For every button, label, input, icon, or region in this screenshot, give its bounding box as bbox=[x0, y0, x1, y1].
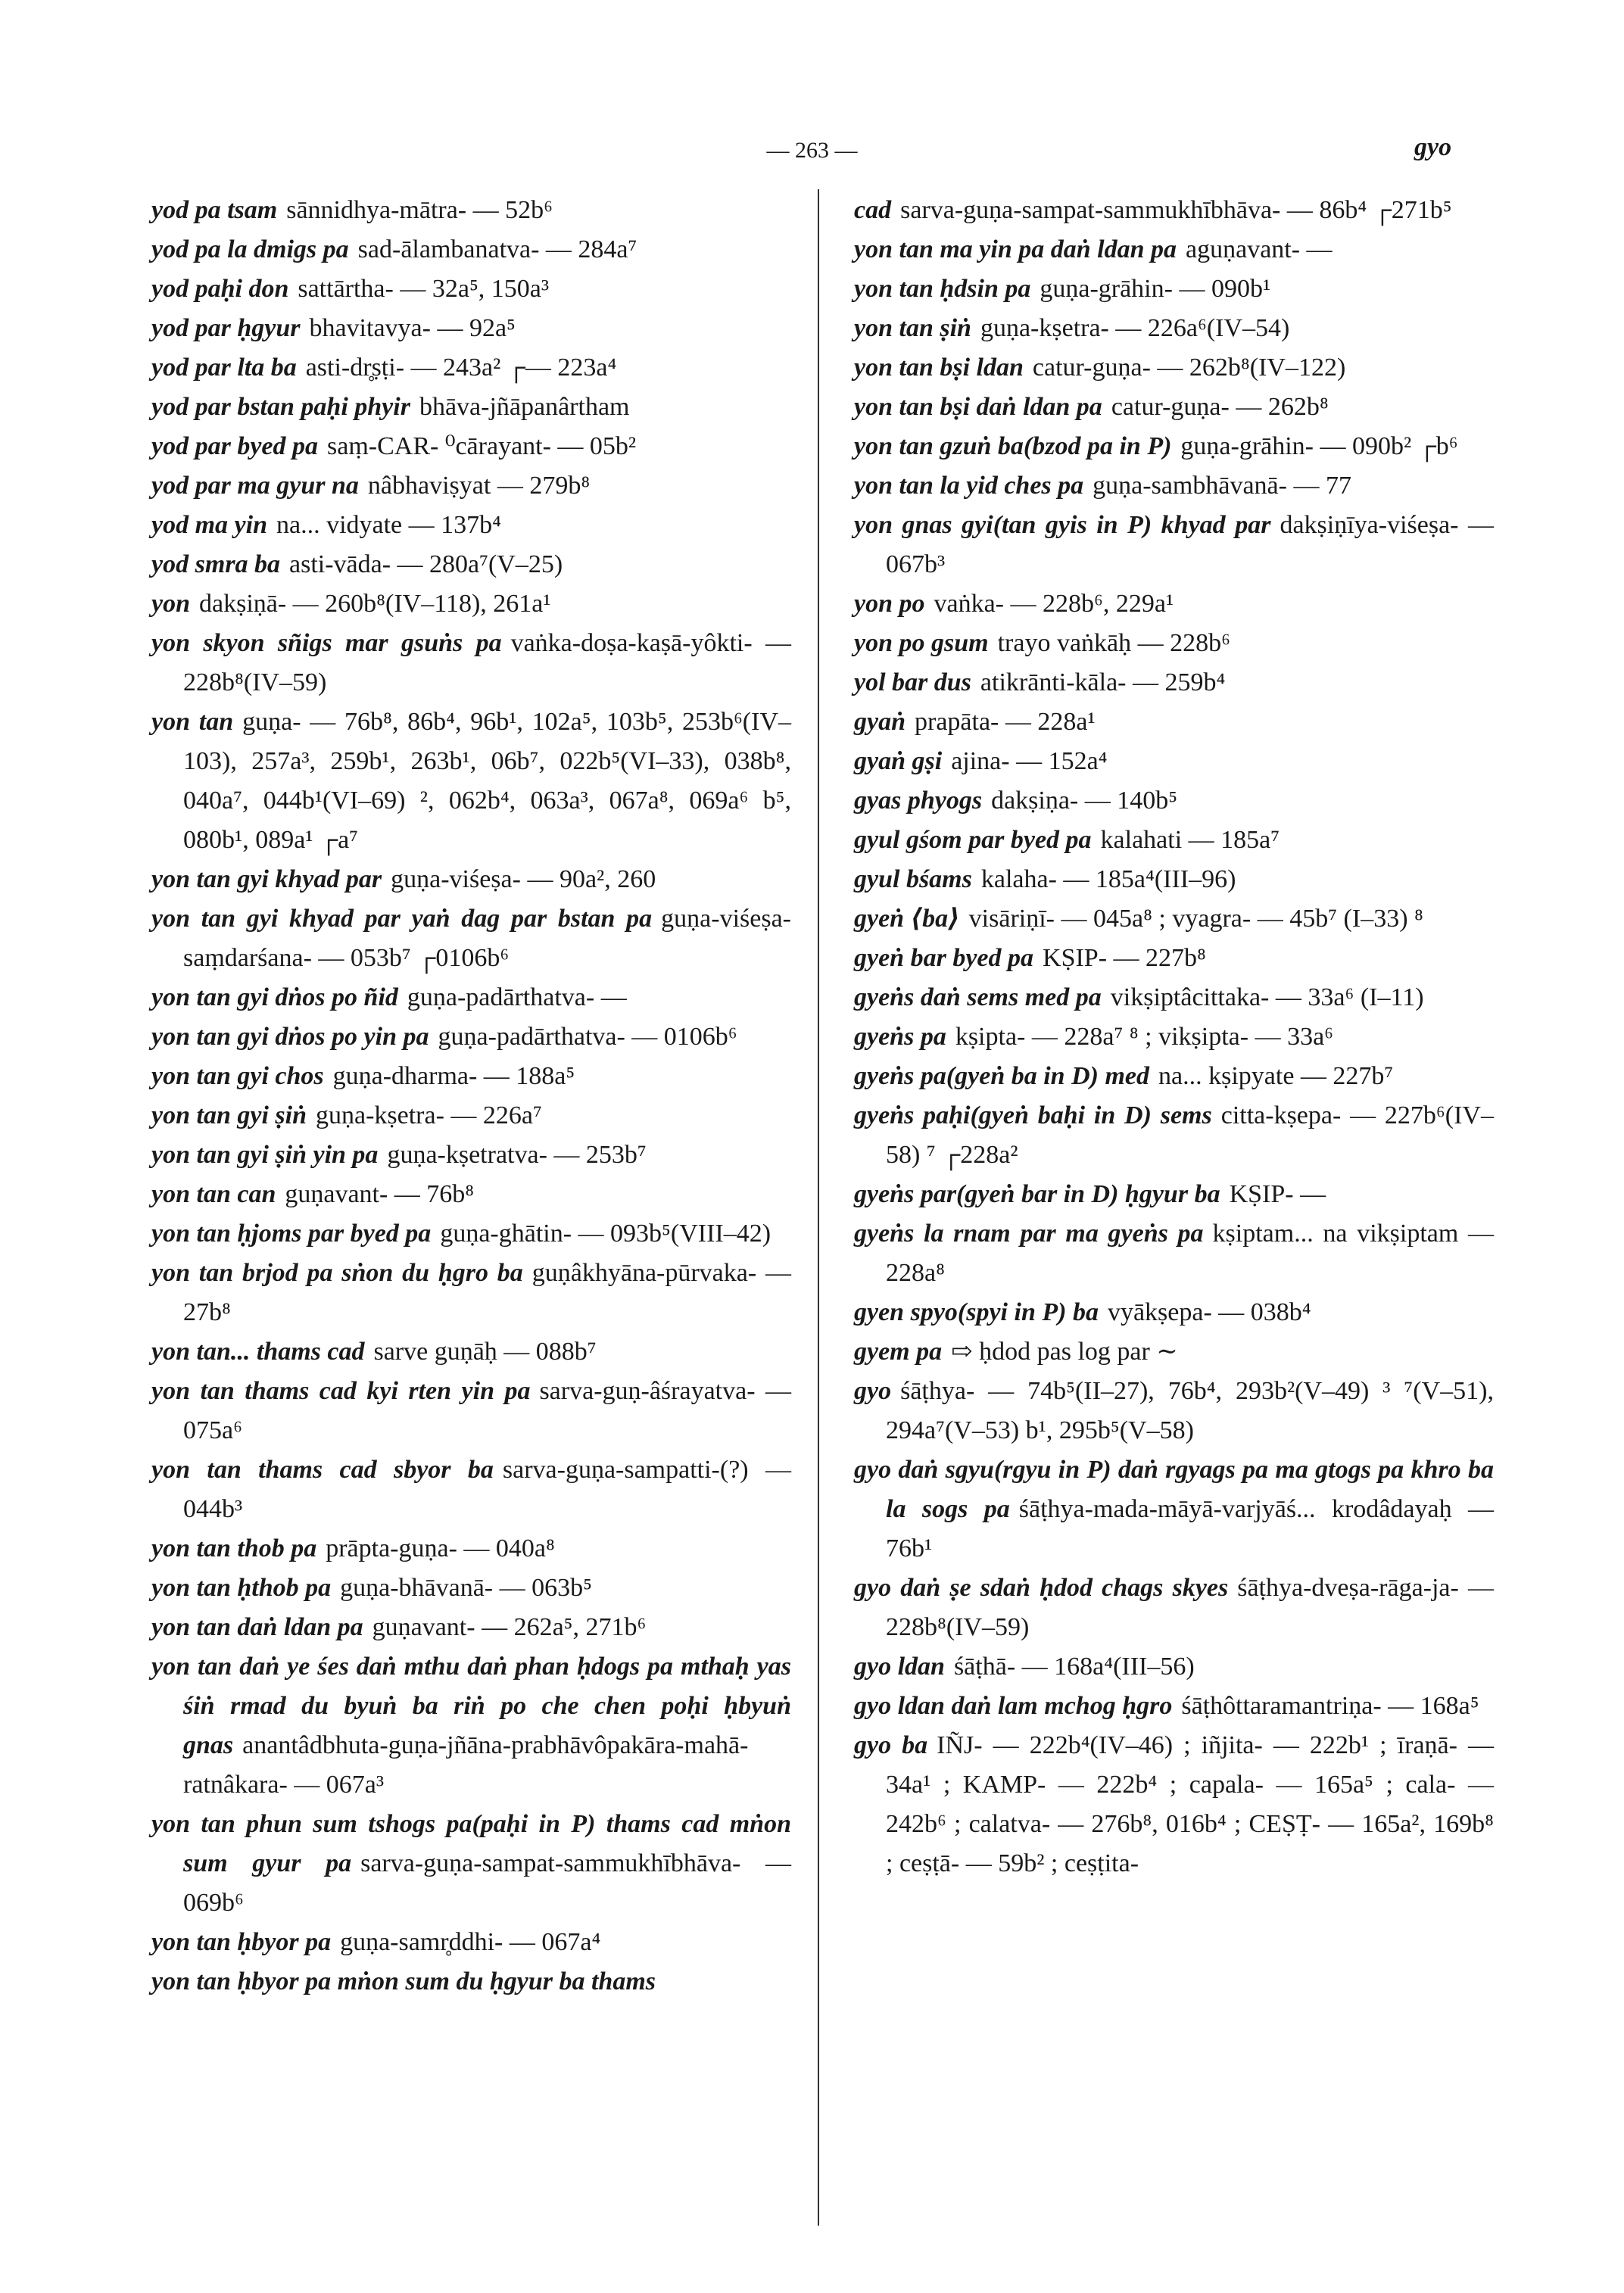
dictionary-entry bbox=[854, 1293, 1494, 1332]
dictionary-entry bbox=[151, 1372, 791, 1450]
entry-definition: guṇa-sambhāvanā- — 77 bbox=[1093, 472, 1351, 500]
entry-headword: yon tan can bbox=[151, 1180, 276, 1208]
entry-definition: sarve guṇāḥ — 088b⁷ bbox=[373, 1338, 597, 1366]
entry-headword: yon tan daṅ ye śes daṅ mthu daṅ phan ḥdogs pa mthaḥ yas śiṅ rmad du byuṅ ba riṅ po che chen poḥi ḥbyuṅ gnas bbox=[151, 1653, 791, 1759]
entry-headword: yon tan ḥbyor pa bbox=[151, 1928, 332, 1956]
entry-definition: dakṣiṇa- — 140b⁵ bbox=[991, 787, 1178, 815]
entry-headword: yon tan ḥbyor pa mṅon sum du ḥgyur ba thams bbox=[151, 1967, 656, 1995]
dictionary-entry bbox=[151, 1608, 791, 1647]
entry-definition: na... vidyate — 137b⁴ bbox=[276, 511, 502, 539]
dictionary-entry bbox=[151, 309, 791, 348]
entry-headword: gyo daṅ ṣe sdaṅ ḥdod chags skyes bbox=[854, 1574, 1229, 1602]
entry-headword: yod smra ba bbox=[151, 550, 280, 578]
dictionary-entry bbox=[854, 1017, 1494, 1057]
entry-definition: śāṭhā- — 168a⁴(III–56) bbox=[953, 1653, 1195, 1681]
entry-definition: atikrānti-kāla- — 259b⁴ bbox=[980, 668, 1226, 696]
entry-headword: yon tan daṅ ldan pa bbox=[151, 1613, 363, 1641]
entry-headword: gyeṅs pa bbox=[854, 1023, 946, 1051]
entry-definition: guṇa-kṣetra- — 226a⁶(IV–54) bbox=[980, 314, 1290, 342]
entry-definition: prāpta-guṇa- — 040a⁸ bbox=[326, 1534, 555, 1562]
entry-definition: guṇa-padārthatva- — bbox=[407, 983, 627, 1011]
dictionary-entry bbox=[854, 624, 1494, 663]
entry-definition: śāṭhôttaramantriṇa- — 168a⁵ bbox=[1181, 1692, 1479, 1720]
entry-headword: gyo ldan bbox=[854, 1653, 945, 1681]
entry-headword: yon tan phun sum tshogs pa(paḥi in P) thams cad mṅon sum gyur pa bbox=[151, 1810, 791, 1877]
dictionary-entry bbox=[854, 1332, 1494, 1372]
dictionary-entry bbox=[854, 663, 1494, 703]
entry-headword: yod par byed pa bbox=[151, 432, 319, 460]
entry-headword: yod par ḥgyur bbox=[151, 314, 301, 342]
entry-headword: yon tan gyi ṣiṅ yin pa bbox=[151, 1141, 379, 1169]
entry-headword: yon tan gyi ṣiṅ bbox=[151, 1101, 307, 1129]
entry-definition: guṇavant- — 262a⁵, 271b⁶ bbox=[372, 1613, 647, 1641]
entry-headword: gyeṅ bar byed pa bbox=[854, 944, 1034, 972]
entry-headword: gyeṅs daṅ sems med pa bbox=[854, 983, 1102, 1011]
entry-definition: guṇa-grāhin- — 090b² ┌b⁶ bbox=[1180, 432, 1458, 460]
entry-definition: guṇâkhyāna-pūrvaka- — 27b⁸ bbox=[183, 1259, 791, 1326]
dictionary-entry bbox=[151, 506, 791, 545]
dictionary-entry bbox=[854, 1214, 1494, 1293]
entry-definition: sarva-guṇa-sampat-sammukhībhāva- — 069b⁶ bbox=[183, 1849, 791, 1917]
dictionary-entry bbox=[854, 1569, 1494, 1647]
dictionary-entry bbox=[854, 1450, 1494, 1569]
entry-definition: visāriṇī- — 045a⁸ ; vyagra- — 45b⁷ (I–33) ⁸ bbox=[968, 905, 1423, 933]
entry-headword: gyul bśams bbox=[854, 865, 972, 893]
entry-headword: yon tan ma yin pa daṅ ldan pa bbox=[854, 235, 1177, 263]
dictionary-entry bbox=[151, 545, 791, 584]
entry-headword: yon tan ḥjoms par byed pa bbox=[151, 1220, 432, 1248]
entry-definition: nâbhaviṣyat — 279b⁸ bbox=[367, 472, 591, 500]
dictionary-entry bbox=[854, 860, 1494, 899]
entry-headword: gyo bbox=[854, 1377, 892, 1405]
dictionary-entry bbox=[854, 1175, 1494, 1214]
dictionary-entry bbox=[854, 348, 1494, 388]
dictionary-entry bbox=[151, 466, 791, 506]
entry-headword: gyo ba bbox=[854, 1731, 928, 1759]
entry-definition: KṢIP- — bbox=[1229, 1180, 1326, 1208]
dictionary-entry bbox=[854, 191, 1494, 230]
dictionary-entry bbox=[151, 978, 791, 1017]
entry-headword: gyaṅ bbox=[854, 708, 906, 736]
entry-headword: yon tan thob pa bbox=[151, 1534, 317, 1562]
dictionary-entry bbox=[151, 230, 791, 269]
entry-definition: sattārtha- — 32a⁵, 150a³ bbox=[298, 275, 550, 303]
entry-headword: gyeṅs paḥi(gyeṅ baḥi in D) sems bbox=[854, 1101, 1212, 1129]
entry-headword: yon tan ḥthob pa bbox=[151, 1574, 332, 1602]
entry-definition: bhavitavya- — 92a⁵ bbox=[309, 314, 516, 342]
entry-headword: yon tan... thams cad bbox=[151, 1338, 365, 1366]
entry-headword: yon tan gzuṅ ba(bzod pa in P) bbox=[854, 432, 1172, 460]
entry-headword: gyeṅs pa(gyeṅ ba in D) med bbox=[854, 1062, 1150, 1090]
dictionary-entry bbox=[854, 466, 1494, 506]
dictionary-entry bbox=[151, 1923, 791, 1962]
entry-definition: guṇa-samr̥ddhi- — 067a⁴ bbox=[340, 1928, 601, 1956]
dictionary-entry bbox=[854, 899, 1494, 939]
entry-headword: yon tan gyi dṅos po ñid bbox=[151, 983, 398, 1011]
dictionary-entry bbox=[151, 1805, 791, 1923]
dictionary-entry bbox=[854, 388, 1494, 427]
entry-headword: yod par bstan paḥi phyir bbox=[151, 393, 410, 421]
entry-headword: gyeṅs la rnam par ma gyeṅs pa bbox=[854, 1220, 1204, 1248]
dictionary-entry bbox=[151, 1214, 791, 1254]
entry-headword: cad bbox=[854, 196, 892, 224]
dictionary-entry bbox=[854, 1647, 1494, 1687]
entry-definition: vaṅka- — 228b⁶, 229a¹ bbox=[934, 590, 1174, 618]
dictionary-entry bbox=[151, 584, 791, 624]
entry-headword: yon tan la yid ches pa bbox=[854, 472, 1084, 500]
entry-headword: yod pa tsam bbox=[151, 196, 278, 224]
entry-headword: gyul gśom par byed pa bbox=[854, 826, 1092, 854]
entry-definition: guṇa-bhāvanā- — 063b⁵ bbox=[340, 1574, 592, 1602]
entry-definition: vikṣiptâcittaka- — 33a⁶ (I–11) bbox=[1110, 983, 1424, 1011]
dictionary-entry bbox=[151, 388, 791, 427]
entry-definition: guṇa-dharma- — 188a⁵ bbox=[332, 1062, 575, 1090]
dictionary-entry bbox=[854, 584, 1494, 624]
entry-definition: catur-guṇa- — 262b⁸(IV–122) bbox=[1032, 354, 1346, 382]
entry-headword: yon tan ḥdsin pa bbox=[854, 275, 1031, 303]
dictionary-entry bbox=[151, 269, 791, 309]
entry-definition: vaṅka-doṣa-kaṣā-yôkti- — 228b⁸(IV–59) bbox=[183, 629, 791, 696]
entry-definition: ajina- — 152a⁴ bbox=[951, 747, 1108, 775]
dictionary-entry bbox=[854, 703, 1494, 742]
entry-headword: yon tan gyi dṅos po yin pa bbox=[151, 1023, 429, 1051]
entry-headword: yon skyon sñigs mar gsuṅs pa bbox=[151, 629, 502, 657]
dictionary-entry bbox=[854, 1372, 1494, 1450]
entry-definition: kṣipta- — 228a⁷ ⁸ ; vikṣipta- — 33a⁶ bbox=[955, 1023, 1334, 1051]
dictionary-entry bbox=[151, 1017, 791, 1057]
entry-definition: trayo vaṅkāḥ — 228b⁶ bbox=[997, 629, 1230, 657]
dictionary-entry bbox=[151, 1136, 791, 1175]
entry-headword: yod ma yin bbox=[151, 511, 267, 539]
entry-headword: yon tan ṣiṅ bbox=[854, 314, 971, 342]
column-divider bbox=[818, 189, 819, 2226]
dictionary-entry bbox=[151, 1057, 791, 1096]
dictionary-entry bbox=[854, 1096, 1494, 1175]
entry-definition: śāṭhya- — 74b⁵(II–27), 76b⁴, 293b²(V–49) ³ ⁷(V–51), 294a⁷(V–53) b¹, 295b⁵(V–58) bbox=[886, 1377, 1494, 1444]
entry-definition: guṇa-viśeṣa-saṃdarśana- — 053b⁷ ┌0106b⁶ bbox=[183, 905, 791, 972]
entry-definition: guṇa-kṣetratva- — 253b⁷ bbox=[387, 1141, 647, 1169]
entry-definition: asti-dr̥ṣṭi- — 243a² ┌— 223a⁴ bbox=[305, 354, 617, 382]
entry-headword: yon tan gyi chos bbox=[151, 1062, 324, 1090]
entry-definition: guṇavant- — 76b⁸ bbox=[285, 1180, 475, 1208]
entry-definition: kalaha- — 185a⁴(III–96) bbox=[980, 865, 1236, 893]
entry-headword: gyo ldan daṅ lam mchog ḥgro bbox=[854, 1692, 1173, 1720]
entry-definition: sarva-guṇ-âśrayatva- — 075a⁶ bbox=[183, 1377, 791, 1444]
entry-definition: kalahati — 185a⁷ bbox=[1100, 826, 1280, 854]
right-column bbox=[854, 191, 1494, 1883]
dictionary-entry bbox=[854, 309, 1494, 348]
entry-definition: asti-vāda- — 280a⁷(V–25) bbox=[289, 550, 563, 578]
entry-headword: yon po gsum bbox=[854, 629, 989, 657]
entry-headword: yon tan brjod pa sṅon du ḥgro ba bbox=[151, 1259, 523, 1287]
entry-definition: KṢIP- — 227b⁸ bbox=[1043, 944, 1206, 972]
entry-definition: saṃ-CAR- ⁰cārayant- — 05b² bbox=[327, 432, 637, 460]
entry-definition: catur-guṇa- — 262b⁸ bbox=[1111, 393, 1329, 421]
entry-definition: dakṣiṇā- — 260b⁸(IV–118), 261a¹ bbox=[199, 590, 551, 618]
entry-headword: gyas phyogs bbox=[854, 787, 983, 815]
entry-definition: guṇa-grāhin- — 090b¹ bbox=[1040, 275, 1271, 303]
entry-headword: gyen spyo(spyi in P) ba bbox=[854, 1298, 1099, 1326]
entry-headword: yon tan bṣi ldan bbox=[854, 354, 1024, 382]
entry-definition: guṇa- — 76b⁸, 86b⁴, 96b¹, 102a⁵, 103b⁵, 253b⁶(IV–103), 257a³, 259b¹, 263b¹, 06b⁷, 022b⁵(VI–33), 038b⁸, 040a⁷, 044b¹(VI–69) ², 062b⁴, 063a³, 067a⁸, 069a⁶ b⁵, 080b¹, 089a¹ ┌a⁷ bbox=[183, 708, 791, 854]
page-number: — 263 — bbox=[766, 138, 858, 163]
dictionary-entry bbox=[151, 1332, 791, 1372]
dictionary-entry bbox=[151, 427, 791, 466]
entry-headword: gyaṅ gṣi bbox=[854, 747, 943, 775]
dictionary-entry bbox=[151, 1450, 791, 1529]
entry-headword: gyeṅs par(gyeṅ bar in D) ḥgyur ba bbox=[854, 1180, 1220, 1208]
dictionary-entry bbox=[854, 978, 1494, 1017]
entry-definition: sarva-guṇa-sampat-sammukhībhāva- — 86b⁴ ┌271b⁵ bbox=[900, 196, 1452, 224]
entry-headword: gyem pa bbox=[854, 1338, 943, 1366]
dictionary-entry bbox=[854, 742, 1494, 781]
dictionary-entry bbox=[854, 427, 1494, 466]
entry-definition: guṇa-padārthatva- — 0106b⁶ bbox=[438, 1023, 737, 1051]
dictionary-entry bbox=[854, 1726, 1494, 1883]
entry-definition: guṇa-viśeṣa- — 90a², 260 bbox=[391, 865, 656, 893]
dictionary-entry bbox=[151, 1254, 791, 1332]
dictionary-entry bbox=[151, 1096, 791, 1136]
entry-definition: śāṭhya-mada-māyā-varjyāś... krodâdayaḥ — 76b¹ bbox=[886, 1495, 1494, 1562]
entry-definition: citta-kṣepa- — 227b⁶(IV–58) ⁷ ┌228a² bbox=[886, 1101, 1494, 1169]
entry-headword: yod paḥi don bbox=[151, 275, 289, 303]
dictionary-entry bbox=[854, 1687, 1494, 1726]
entry-definition: vyākṣepa- — 038b⁴ bbox=[1107, 1298, 1311, 1326]
entry-headword: yon tan thams cad kyi rten yin pa bbox=[151, 1377, 531, 1405]
entry-headword: yon tan gyi khyad par bbox=[151, 865, 382, 893]
entry-definition: bhāva-jñāpanârtham bbox=[419, 393, 630, 421]
entry-definition: kṣiptam... na vikṣiptam — 228a⁸ bbox=[886, 1220, 1495, 1287]
dictionary-entry bbox=[854, 781, 1494, 821]
entry-definition: IÑJ- — 222b⁴(IV–46) ; iñjita- — 222b¹ ; īraṇā- — 34a¹ ; KAMP- — 222b⁴ ; capala- — 165a⁵ ; cala- — 242b⁶ ; calatva- — 276b⁸, 016b⁴ ; CEṢṬ- — 165a², 169b⁸ ; ceṣṭā- — 59b² ; ceṣṭita- bbox=[886, 1731, 1494, 1877]
dictionary-entry bbox=[151, 624, 791, 703]
entry-definition: ⇨ ḥdod pas log par ∼ bbox=[951, 1338, 1178, 1366]
dictionary-entry bbox=[854, 1057, 1494, 1096]
entry-headword: yon tan bṣi daṅ ldan pa bbox=[854, 393, 1102, 421]
entry-headword: yon gnas gyi(tan gyis in P) khyad par bbox=[854, 511, 1271, 539]
running-head: gyo bbox=[1414, 133, 1452, 161]
entry-definition: guṇa-kṣetra- — 226a⁷ bbox=[315, 1101, 542, 1129]
dictionary-entry bbox=[854, 939, 1494, 978]
dictionary-entry bbox=[151, 703, 791, 860]
dictionary-entry bbox=[151, 191, 791, 230]
dictionary-entry bbox=[854, 269, 1494, 309]
dictionary-entry bbox=[151, 348, 791, 388]
entry-headword: yon po bbox=[854, 590, 925, 618]
entry-headword: gyeṅ ⟨ba⟩ bbox=[854, 905, 960, 933]
dictionary-entry bbox=[151, 899, 791, 978]
dictionary-entry bbox=[854, 230, 1494, 269]
entry-definition: sarva-guṇa-sampatti-(?) — 044b³ bbox=[183, 1456, 791, 1523]
entry-headword: yon bbox=[151, 590, 190, 618]
entry-definition: anantâdbhuta-guṇa-jñāna-prabhāvôpakāra-mahā-ratnâkara- — 067a³ bbox=[183, 1731, 749, 1799]
entry-definition: prapāta- — 228a¹ bbox=[915, 708, 1096, 736]
dictionary-entry bbox=[854, 506, 1494, 584]
dictionary-entry bbox=[151, 1529, 791, 1569]
entry-headword: gyo daṅ sgyu(rgyu in P) daṅ rgyags pa ma gtogs pa khro ba la sogs pa bbox=[854, 1456, 1494, 1523]
entry-definition: guṇa-ghātin- — 093b⁵(VIII–42) bbox=[440, 1220, 771, 1248]
entry-definition: na... kṣipyate — 227b⁷ bbox=[1158, 1062, 1394, 1090]
entry-headword: yon tan thams cad sbyor ba bbox=[151, 1456, 494, 1484]
left-column bbox=[151, 191, 791, 2002]
entry-headword: yol bar dus bbox=[854, 668, 971, 696]
entry-definition: sad-ālambanatva- — 284a⁷ bbox=[357, 235, 637, 263]
entry-headword: yon tan gyi khyad par yaṅ dag par bstan pa bbox=[151, 905, 653, 933]
dictionary-entry bbox=[854, 821, 1494, 860]
dictionary-entry bbox=[151, 1962, 791, 2002]
entry-headword: yon tan bbox=[151, 708, 234, 736]
dictionary-entry bbox=[151, 1569, 791, 1608]
entry-definition: śāṭhya-dveṣa-rāga-ja- — 228b⁸(IV–59) bbox=[886, 1574, 1494, 1641]
entry-headword: yod pa la dmigs pa bbox=[151, 235, 349, 263]
dictionary-entry bbox=[151, 1175, 791, 1214]
entry-definition: sānnidhya-mātra- — 52b⁶ bbox=[286, 196, 553, 224]
dictionary-entry bbox=[151, 1647, 791, 1805]
dictionary-entry bbox=[151, 860, 791, 899]
entry-headword: yod par ma gyur na bbox=[151, 472, 359, 500]
entry-definition: aguṇavant- — bbox=[1186, 235, 1333, 263]
entry-headword: yod par lta ba bbox=[151, 354, 297, 382]
entry-definition: dakṣiṇīya-viśeṣa- — 067b³ bbox=[886, 511, 1494, 578]
